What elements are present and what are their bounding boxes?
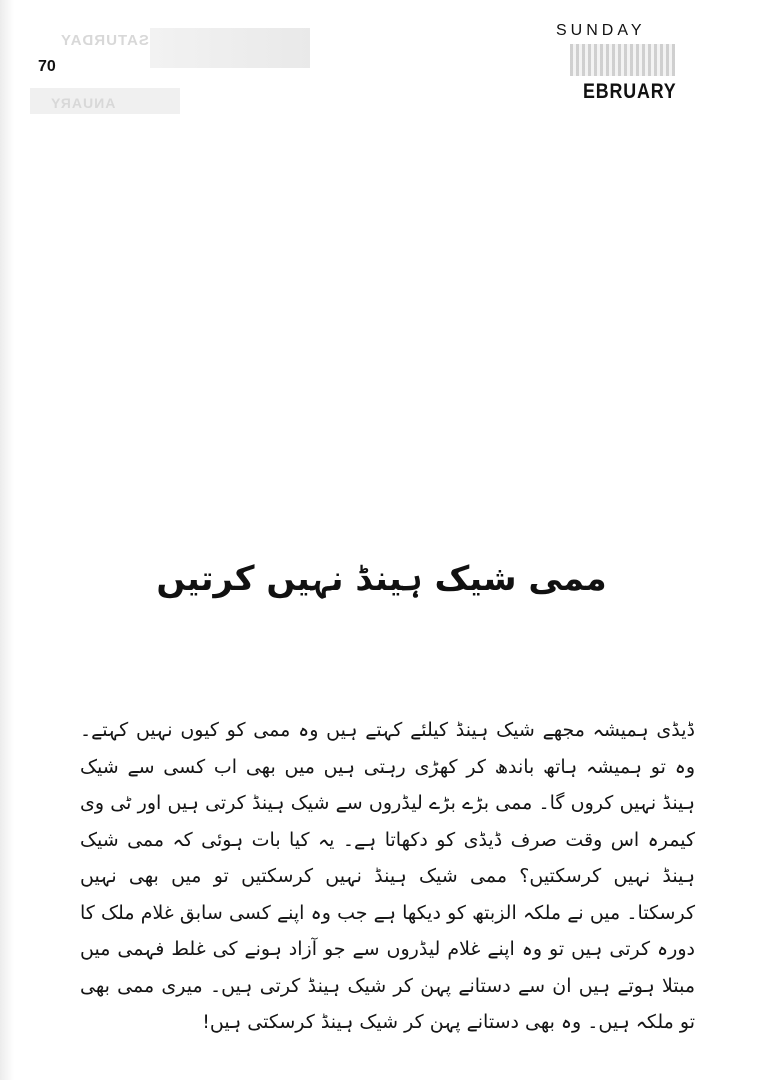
day-label: SUNDAY — [556, 22, 646, 39]
month-label: EBRUARY — [583, 80, 677, 103]
article-paragraph: ڈیڈی ہمیشہ مجھے شیک ہینڈ کیلئے کہتے ہیں وہ ممی کو کیوں نہیں کہتے۔ وہ تو ہمیشہ ہاتھ باندھ کر کھڑی رہتی ہیں میں بھی اب کسی سے شیک ہینڈ نہیں کروں گا۔ ممی بڑے بڑے لیڈروں سے شیک ہینڈ کرتی ہیں اور ٹی وی کیمرہ اس وقت صرف ڈیڈی کو دکھاتا ہے۔ یہ کیا بات ہوئی کہ ممی شیک ہینڈ نہیں کرسکتیں؟ ممی شیک ہینڈ نہیں کرسکتیں تو میں بھی نہیں کرسکتا۔ میں نے ملکہ الزبتھ کو دیکھا ہے جب وہ اپنے کسی سابق غلام ملک کا دورہ کرتی ہیں تو وہ اپنے غلام لیڈروں سے جو آزاد ہونے کی غلط فہمی میں مبتلا ہوتے ہیں ان سے دستانے پہن کر شیک ہینڈ کرتی ہیں۔ میری ممی بھی تو ملکہ ہیں۔ وہ بھی دستانے پہن کر شیک ہینڈ کرسکتی ہیں! — [80, 719, 695, 1033]
page-number: 70 — [38, 58, 56, 75]
article-title: ممی شیک ہینڈ نہیں کرتیں — [156, 558, 607, 599]
show-through-block — [150, 28, 310, 68]
show-through-month: ANUARY — [50, 95, 116, 111]
article-body — [80, 712, 695, 1041]
month-graphic — [570, 44, 675, 76]
page-edge-shadow — [0, 0, 14, 1080]
show-through-day: SATURDAY — [60, 32, 149, 49]
